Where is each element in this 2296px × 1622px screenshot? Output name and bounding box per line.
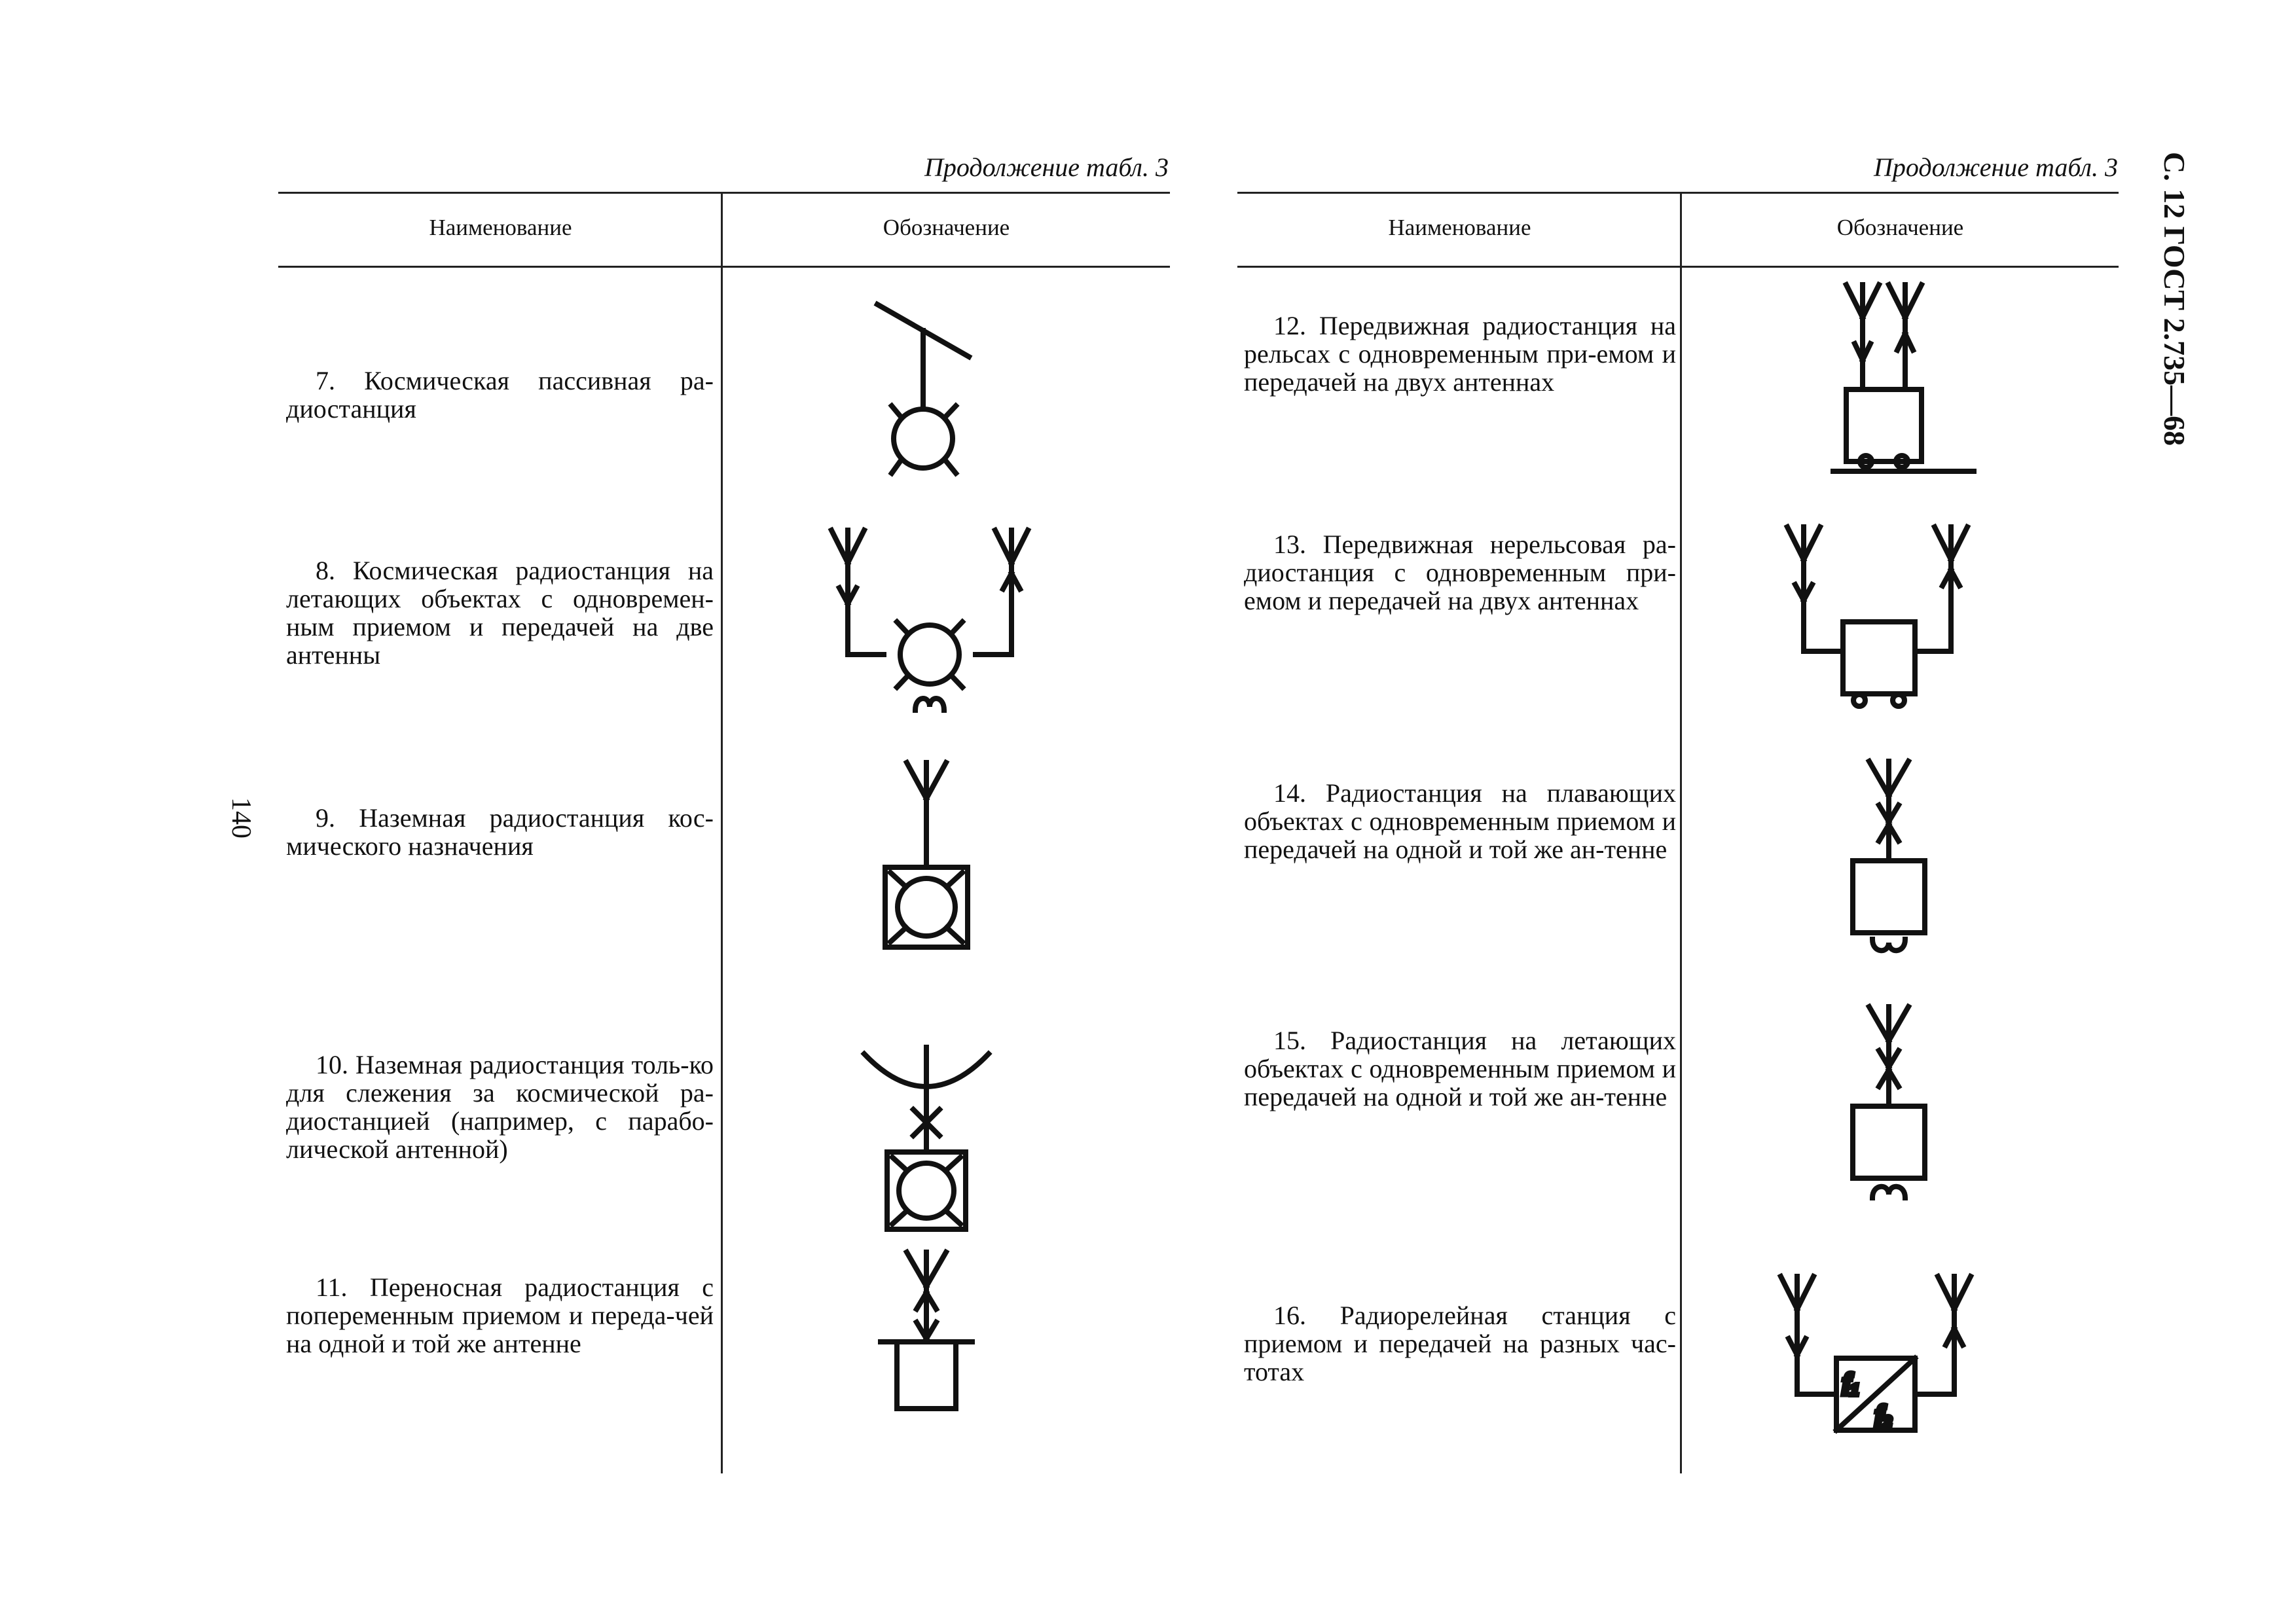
page-number: 140 xyxy=(226,797,256,838)
table-top-rule-left xyxy=(278,192,1170,194)
table-top-rule-right xyxy=(1237,192,2119,194)
relay-f2-label: $f_2$ xyxy=(1876,1401,1891,1431)
column-header-symbol-left: Обозначение xyxy=(883,215,1010,240)
continuation-label-left: Продолжение табл. 3 xyxy=(924,153,1169,182)
ground-tracking-station-icon xyxy=(858,1044,995,1234)
floating-station-icon xyxy=(1843,756,1935,959)
side-header: С. 12 ГОСТ 2.735—68 xyxy=(2158,152,2191,446)
table-row-13-text: 13. Передвижная нерельсовая ра-диостанция с одновременным при-емом и передачей на двух антеннах xyxy=(1244,530,1676,615)
rail-mobile-station-icon xyxy=(1833,278,1990,481)
continuation-label-right: Продолжение табл. 3 xyxy=(1873,153,2118,182)
column-header-name-right: Наименование xyxy=(1388,215,1531,240)
column-divider-left xyxy=(721,192,723,1473)
table-row-10-text: 10. Наземная радиостанция толь-ко для слежения за космической ра-диостанцией (например, с парабо-лической антенной) xyxy=(286,1050,714,1164)
header-bottom-rule-left xyxy=(278,266,1170,268)
column-header-name-left: Наименование xyxy=(429,215,572,240)
radio-relay-station-icon xyxy=(1771,1270,1980,1440)
space-flying-station-icon xyxy=(825,524,1034,720)
table-row-16-text: 16. Радиорелейная станция с приемом и передачей на разных час-тотах xyxy=(1244,1301,1676,1386)
table-row-12-text: 12. Передвижная радиостанция на рельсах с одновременным при-емом и передачей на двух антеннах xyxy=(1244,311,1676,397)
table-row-15-text: 15. Радиостанция на летающих объектах с одновременным приемом и передачей на одной и той же ан-тенне xyxy=(1244,1026,1676,1111)
table-row-14-text: 14. Радиостанция на плавающих объектах с одновременным приемом и передачей на одной и той же ан-тенне xyxy=(1244,778,1676,864)
table-row-9-text: 9. Наземная радиостанция кос-мического назначения xyxy=(286,803,714,861)
table-row-11-text: 11. Переносная радиостанция с попеременным приемом и переда-чей на одной и той же антенне xyxy=(286,1272,714,1358)
table-row-7-text: 7. Космическая пассивная ра-диостанция xyxy=(286,366,714,424)
ground-space-station-icon xyxy=(871,756,982,952)
header-bottom-rule-right xyxy=(1237,266,2119,268)
portable-station-icon xyxy=(871,1247,982,1417)
relay-f1-label: $f_1$ xyxy=(1843,1369,1859,1399)
flying-station-icon xyxy=(1843,1001,1935,1204)
table-row-8-text: 8. Космическая радиостанция на летающих объектах с одновремен-ным приемом и передачей на две антенны xyxy=(286,556,714,670)
column-header-symbol-right: Обозначение xyxy=(1836,215,1964,240)
space-passive-station-icon xyxy=(864,298,982,488)
nonrail-mobile-station-icon xyxy=(1781,520,1977,710)
column-divider-right xyxy=(1680,192,1682,1473)
